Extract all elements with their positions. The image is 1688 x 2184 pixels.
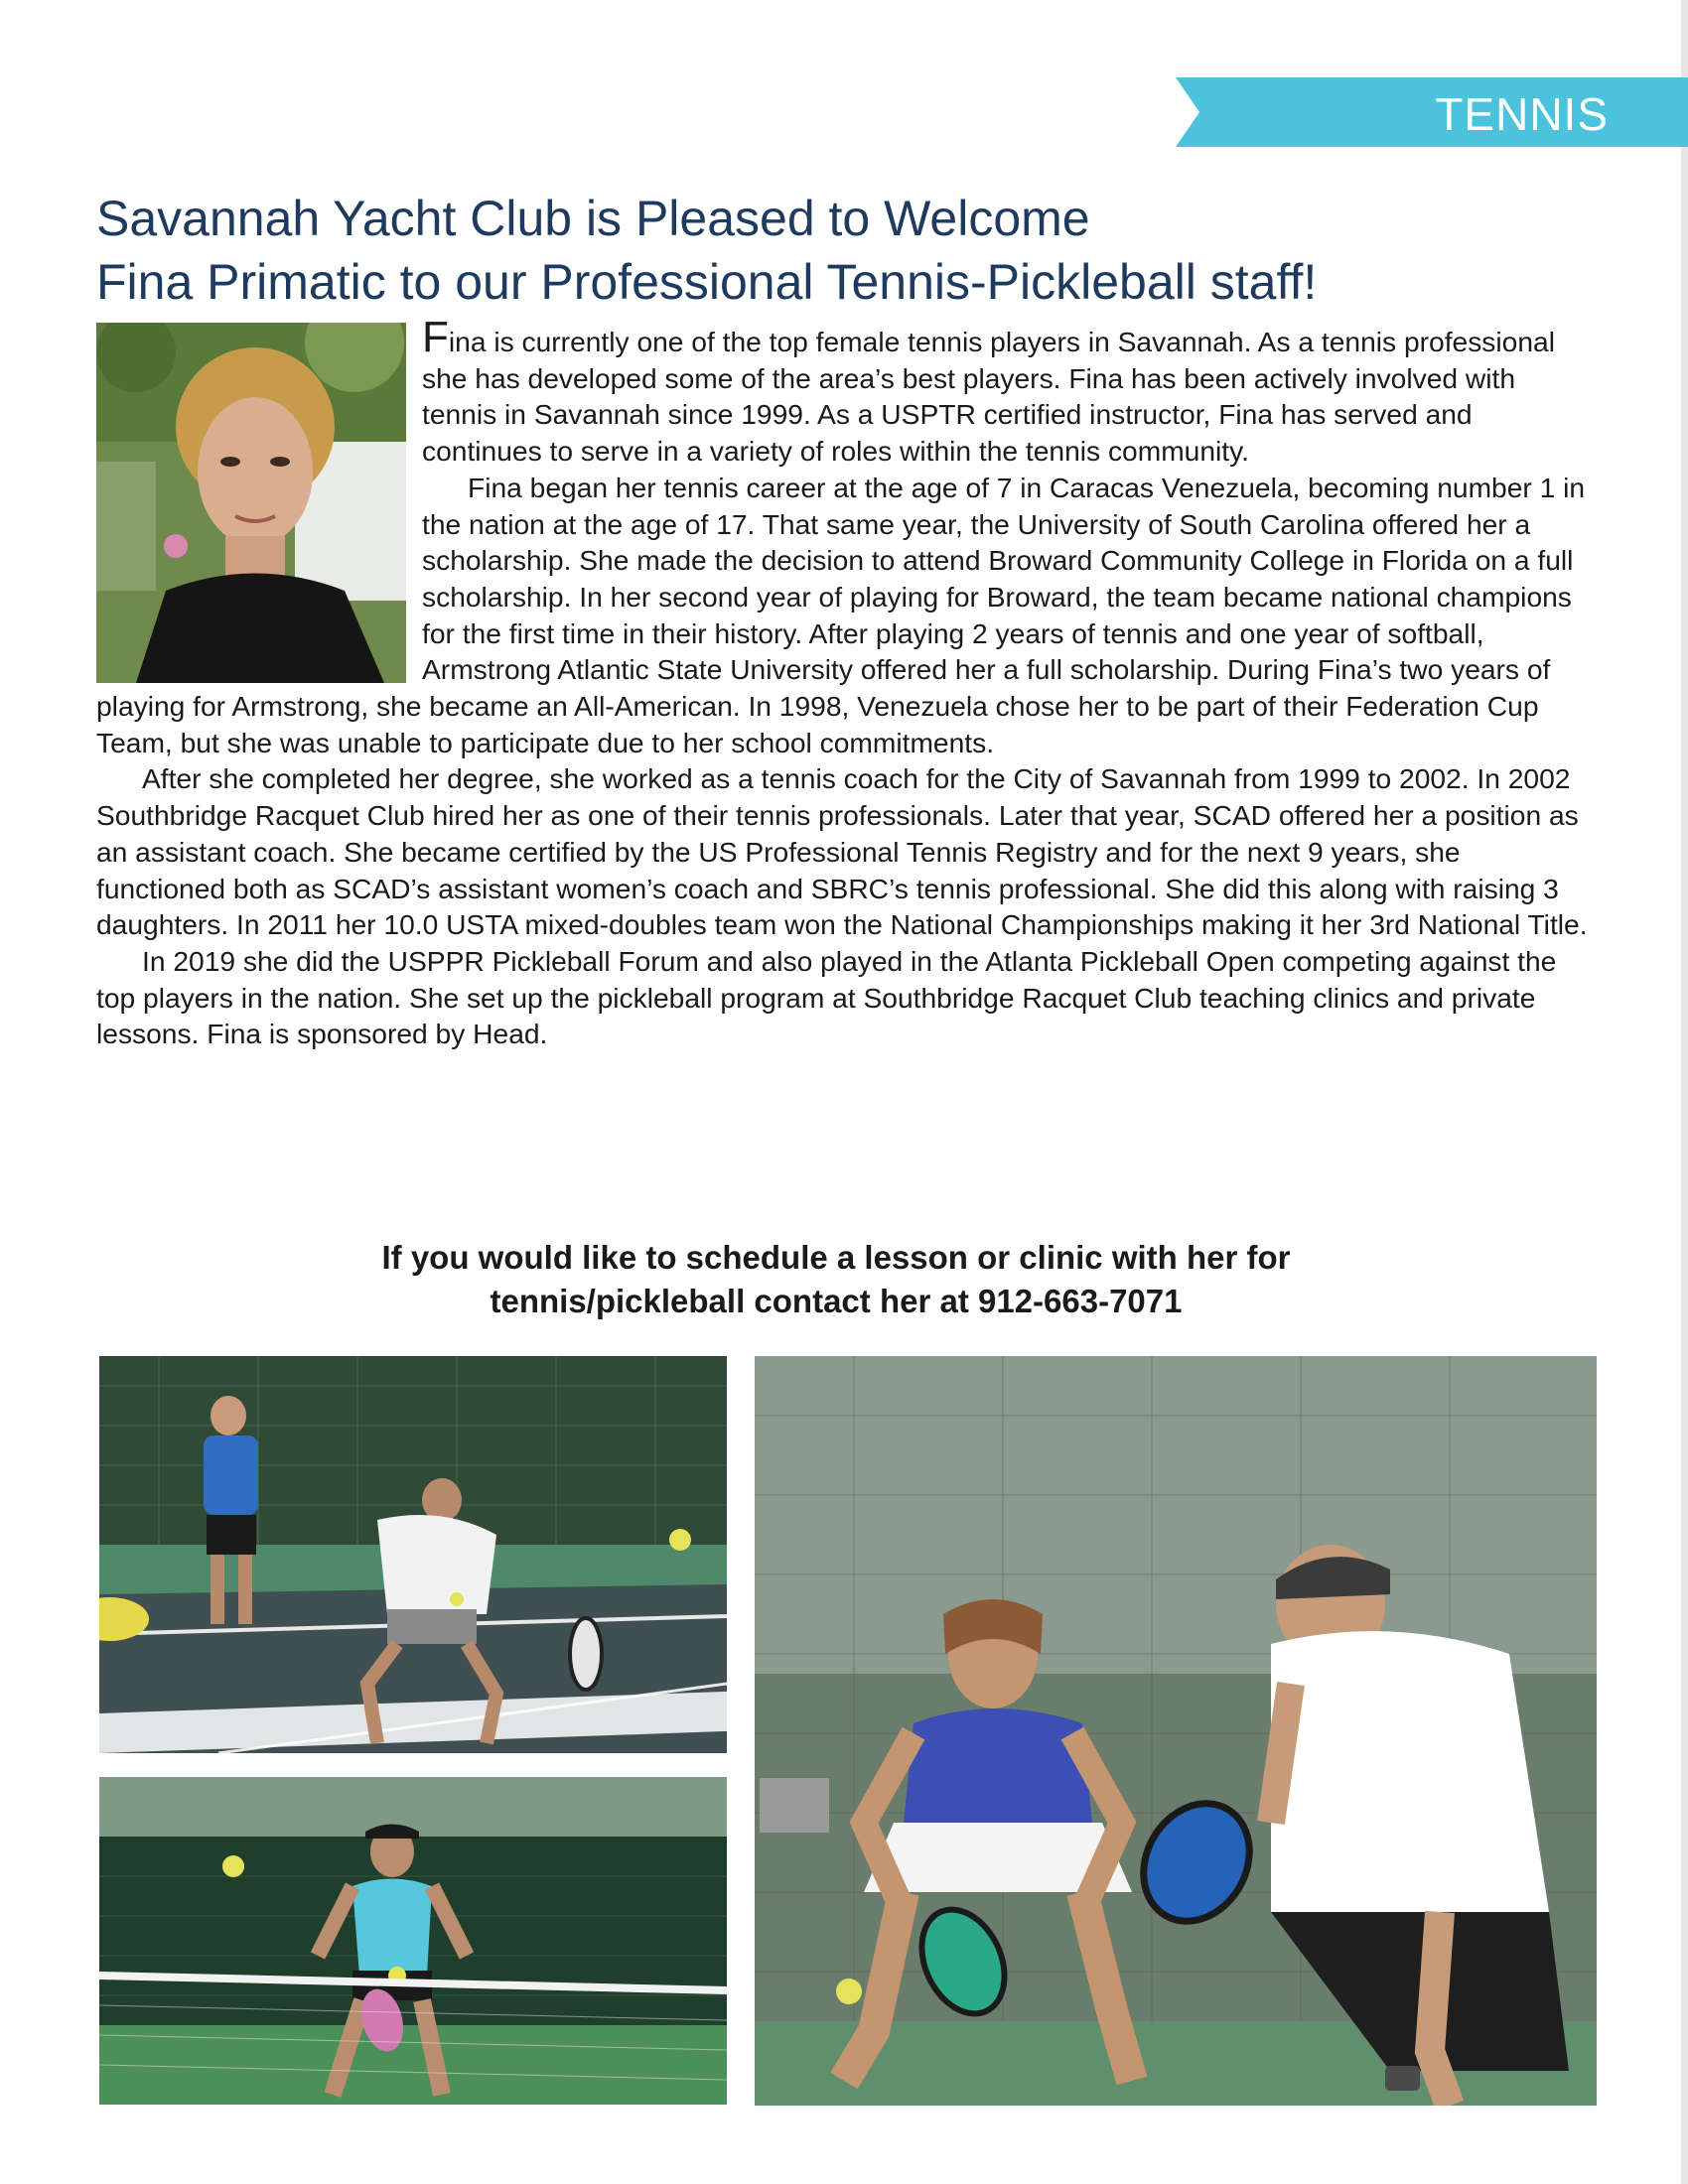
contact-callout — [96, 1236, 1576, 1323]
article-paragraph-4: In 2019 she did the USPPR Pickleball Forum and also played in the Atlanta Pickleball Open competing against the top players in the nation. She set up the pickleball program at Southbridge Racquet Club teaching clinics and private lessons. Fina is sponsored by Head. — [96, 944, 1557, 1050]
portrait-float-spacer — [96, 324, 422, 686]
page-title-line-1: Savannah Yacht Club is Pleased to Welcome — [96, 191, 1090, 246]
page-title-line-2: Fina Primatic to our Professional Tennis-Pickleball staff! — [96, 254, 1318, 310]
article-paragraph-1-text: ina is currently one of the top female tennis players in Savannah. As a tennis professional she has developed some of the area’s best players. Fina has been actively involved with tennis in Savannah since 1999. As a USPTR certified instructor, Fina has served and continues to serve in a variety of roles within the tennis community. — [422, 326, 1555, 468]
article-body — [96, 313, 1596, 1052]
pickleball-photo-men — [99, 1356, 727, 1753]
pickleball-photo-doubles — [755, 1356, 1597, 2106]
pickleball-photo-woman — [99, 1777, 727, 2105]
section-tab-shape — [1176, 77, 1688, 147]
page-title — [96, 187, 1606, 314]
section-tab-label: TENNIS — [1435, 88, 1609, 140]
contact-callout-line-1: If you would like to schedule a lesson or clinic with her for — [381, 1239, 1291, 1276]
section-tab — [1176, 77, 1688, 147]
article-paragraph-2: Fina began her tennis career at the age of 7 in Caracas Venezuela, becoming number 1 in the nation at the age of 17. That same year, the University of South Carolina offered her a scholarship. She made the decision to attend Broward Community College in Florida on a full scholarship. In her second year of playing for Broward, the team became national champions for the first time in their history. After playing 2 years of tennis and one year of softball, Armstrong Atlantic State University offered her a full scholarship. During Fina’s two years of playing for Armstrong, she became an All-American. In 1998, Venezuela chose her to be part of their Federation Cup Team, but she was unable to participate due to her school commitments. — [96, 471, 1586, 758]
drop-cap: F — [422, 313, 449, 361]
contact-callout-line-2: tennis/pickleball contact her at 912-663-7071 — [490, 1283, 1183, 1319]
article-paragraph-3: After she completed her degree, she worked as a tennis coach for the City of Savannah from 1999 to 2002. In 2002 Southbridge Racquet Club hired her as one of their tennis professionals. Later that year, SCAD offered her a position as an assistant coach. She became certified by the US Professional Tennis Registry and for the next 9 years, she functioned both as SCAD’s assistant women’s coach and SBRC’s tennis professional. She did this along with raising 3 daughters. In 2011 her 10.0 USTA mixed-doubles team won the National Championships making it her 3rd National Title. — [96, 762, 1588, 941]
page-edge-rule — [1681, 0, 1688, 2184]
